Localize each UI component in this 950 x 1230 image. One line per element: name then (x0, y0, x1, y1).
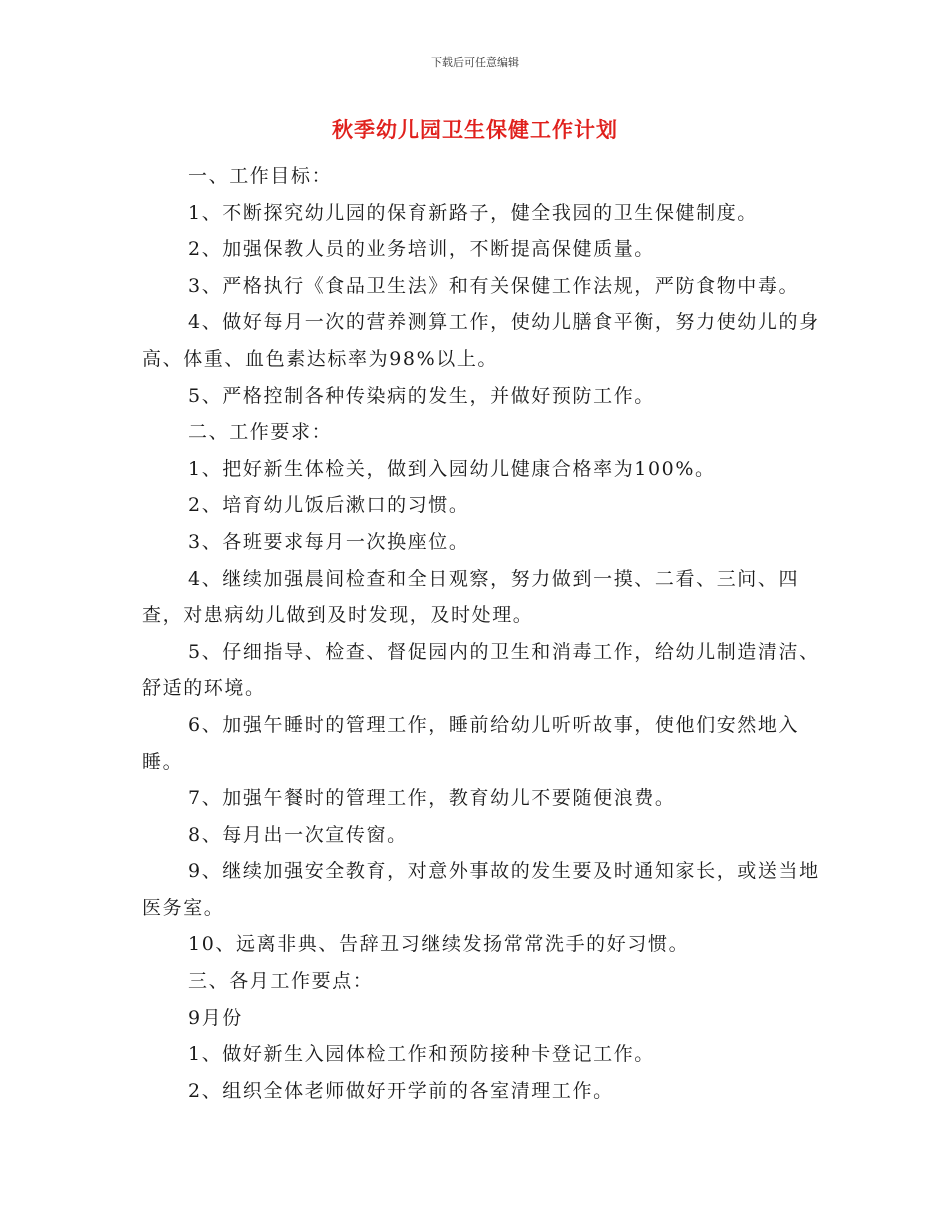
september-item-1: 1、做好新生入园体检工作和预防接种卡登记工作。 (188, 1043, 655, 1066)
september-item-2: 2、组织全体老师做好开学前的各室清理工作。 (188, 1079, 614, 1102)
requirement-item-5: 5、仔细指导、检查、督促园内的卫生和消毒工作，给幼儿制造清洁、舒适的环境。 (142, 640, 820, 700)
requirement-item-8: 8、每月出一次宣传窗。 (188, 823, 408, 846)
document-title: 秋季幼儿园卫生保健工作计划 (332, 117, 618, 142)
section-heading-monthly: 三、各月工作要点： (188, 970, 374, 993)
month-heading-september: 9月份 (188, 1006, 243, 1029)
requirement-item-2: 2、培育幼儿饭后漱口的习惯。 (188, 494, 470, 517)
section-heading-requirements: 二、工作要求： (188, 421, 333, 444)
requirement-item-1: 1、把好新生体检关，做到入园幼儿健康合格率为100%。 (188, 457, 716, 480)
goal-item-5: 5、严格控制各种传染病的发生，并做好预防工作。 (188, 384, 655, 407)
requirement-item-7: 7、加强午餐时的管理工作，教育幼儿不要随便浪费。 (188, 787, 676, 810)
requirement-item-4: 4、继续加强晨间检查和全日观察，努力做到一摸、二看、三问、四查，对患病幼儿做到及时发现，及时处理。 (142, 567, 800, 627)
header-note: 下载后可任意编辑 (431, 56, 519, 69)
requirement-item-9: 9、继续加强安全教育，对意外事故的发生要及时通知家长，或送当地医务室。 (142, 860, 820, 919)
document-body (142, 158, 822, 1109)
requirement-item-10: 10、远离非典、告辞丑习继续发扬常常洗手的好习惯。 (188, 933, 690, 956)
goal-item-3: 3、严格执行《食品卫生法》和有关保健工作法规，严防食物中毒。 (188, 274, 800, 297)
section-heading-goals: 一、工作目标： (188, 165, 333, 187)
goal-item-2: 2、加强保教人员的业务培训，不断提高保健质量。 (188, 238, 655, 261)
requirement-item-3: 3、各班要求每月一次换座位。 (188, 530, 470, 553)
goal-item-4: 4、做好每月一次的营养测算工作，使幼儿膳食平衡，努力使幼儿的身 高、体重、血色素达标率为98%以上。 (142, 311, 820, 370)
requirement-item-6: 6、加强午睡时的管理工作，睡前给幼儿听听故事，使他们安然地入睡。 (142, 713, 800, 773)
goal-item-1: 1、不断探究幼儿园的保育新路子，健全我园的卫生保健制度。 (188, 201, 758, 224)
